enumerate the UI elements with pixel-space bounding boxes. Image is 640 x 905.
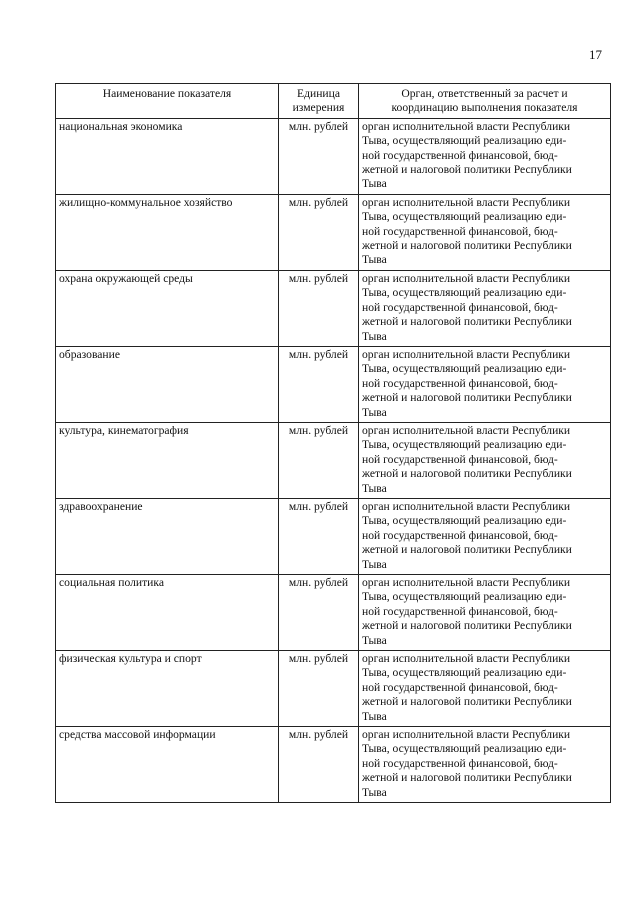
- responsible-org-line: ной государственной финансовой, бюд-: [362, 452, 558, 466]
- responsible-org-line: Тыва, осуществляющий реализацию еди-: [362, 514, 567, 528]
- unit-cell: млн. рублей: [279, 194, 359, 270]
- responsible-org-line: Тыва: [362, 709, 387, 723]
- responsible-org-line: орган исполнительной власти Республики: [362, 652, 571, 666]
- responsible-org-line: ной государственной финансовой, бюд-: [362, 680, 558, 694]
- responsible-org-line: жетной и налоговой политики Республики: [362, 619, 572, 633]
- responsible-org-line: Тыва, осуществляющий реализацию еди-: [362, 590, 567, 604]
- responsible-org-cell: [359, 575, 611, 651]
- responsible-org-line: ной государственной финансовой, бюд-: [362, 528, 558, 542]
- table-row: [56, 498, 611, 574]
- responsible-org-cell: [359, 727, 611, 803]
- table-row: [56, 346, 611, 422]
- indicator-name-cell: средства массовой информации: [56, 727, 279, 803]
- responsible-org-line: Тыва, осуществляющий реализацию еди-: [362, 666, 567, 680]
- header-unit: [279, 84, 359, 119]
- responsible-org-line: жетной и налоговой политики Республики: [362, 315, 572, 329]
- unit-cell: млн. рублей: [279, 498, 359, 574]
- responsible-org-line: ной государственной финансовой, бюд-: [362, 148, 558, 162]
- responsible-org-line: Тыва: [362, 253, 387, 267]
- header-indicator-name: Наименование показателя: [56, 84, 279, 119]
- indicator-name-cell: здравоохранение: [56, 498, 279, 574]
- responsible-org-line: Тыва, осуществляющий реализацию еди-: [362, 742, 567, 756]
- responsible-org-line: Тыва, осуществляющий реализацию еди-: [362, 134, 567, 148]
- indicator-name-cell: культура, кинематография: [56, 422, 279, 498]
- responsible-org-cell: [359, 346, 611, 422]
- responsible-org-line: ной государственной финансовой, бюд-: [362, 224, 558, 238]
- responsible-org-line: жетной и налоговой политики Республики: [362, 771, 572, 785]
- responsible-org-cell: [359, 422, 611, 498]
- table-header: [56, 84, 611, 119]
- responsible-org-line: ной государственной финансовой, бюд-: [362, 604, 558, 618]
- indicator-name-cell: жилищно-коммунальное хозяйство: [56, 194, 279, 270]
- unit-cell: млн. рублей: [279, 727, 359, 803]
- unit-cell: млн. рублей: [279, 270, 359, 346]
- responsible-org-line: орган исполнительной власти Республики: [362, 576, 571, 589]
- responsible-org-line: Тыва, осуществляющий реализацию еди-: [362, 286, 567, 300]
- responsible-org-line: жетной и налоговой политики Республики: [362, 695, 572, 709]
- header-unit-line: Единица: [297, 87, 340, 100]
- responsible-org-line: Тыва, осуществляющий реализацию еди-: [362, 362, 567, 376]
- unit-cell: млн. рублей: [279, 651, 359, 727]
- responsible-org-line: орган исполнительной власти Республики: [362, 423, 571, 437]
- responsible-org-line: орган исполнительной власти Республики: [362, 119, 571, 133]
- responsible-org-line: жетной и налоговой политики Республики: [362, 543, 572, 557]
- responsible-org-line: Тыва, осуществляющий реализацию еди-: [362, 438, 567, 452]
- indicator-name-cell: охрана окружающей среды: [56, 270, 279, 346]
- indicators-table: [55, 83, 611, 803]
- header-responsible: [359, 84, 611, 119]
- responsible-org-line: жетной и налоговой политики Республики: [362, 467, 572, 481]
- unit-cell: млн. рублей: [279, 575, 359, 651]
- responsible-org-line: Тыва: [362, 329, 387, 343]
- responsible-org-line: Тыва: [362, 785, 387, 799]
- indicator-name-cell: образование: [56, 346, 279, 422]
- header-row: [56, 84, 611, 119]
- responsible-org-cell: [359, 651, 611, 727]
- indicator-name-cell: национальная экономика: [56, 118, 279, 194]
- unit-cell: млн. рублей: [279, 346, 359, 422]
- responsible-org-line: Тыва: [362, 177, 387, 191]
- table-row: [56, 651, 611, 727]
- table-body: [56, 118, 611, 802]
- responsible-org-line: ной государственной финансовой, бюд-: [362, 300, 558, 314]
- responsible-org-line: Тыва: [362, 481, 387, 495]
- table-row: [56, 270, 611, 346]
- page-number: 17: [589, 47, 602, 62]
- responsible-org-line: ной государственной финансовой, бюд-: [362, 756, 558, 770]
- responsible-org-line: Тыва, осуществляющий реализацию еди-: [362, 210, 567, 224]
- responsible-org-line: Тыва: [362, 557, 387, 571]
- unit-cell: млн. рублей: [279, 422, 359, 498]
- table-row: [56, 118, 611, 194]
- header-responsible-line: Орган, ответственный за расчет и: [401, 87, 568, 100]
- responsible-org-line: жетной и налоговой политики Республики: [362, 163, 572, 177]
- unit-cell: млн. рублей: [279, 118, 359, 194]
- responsible-org-line: ной государственной финансовой, бюд-: [362, 376, 558, 390]
- responsible-org-line: жетной и налоговой политики Республики: [362, 239, 572, 253]
- header-responsible-line: координацию выполнения показателя: [391, 101, 578, 115]
- table-row: [56, 727, 611, 803]
- responsible-org-line: Тыва: [362, 405, 387, 419]
- responsible-org-line: жетной и налоговой политики Республики: [362, 391, 572, 405]
- responsible-org-line: орган исполнительной власти Республики: [362, 271, 571, 285]
- header-unit-line: измерения: [292, 101, 345, 115]
- table-row: [56, 422, 611, 498]
- indicator-name-cell: физическая культура и спорт: [56, 651, 279, 727]
- responsible-org-line: Тыва: [362, 633, 387, 647]
- responsible-org-line: орган исполнительной власти Республики: [362, 347, 571, 361]
- responsible-org-cell: [359, 118, 611, 194]
- table-row: [56, 194, 611, 270]
- responsible-org-line: орган исполнительной власти Республики: [362, 728, 571, 742]
- table-row: [56, 575, 611, 651]
- responsible-org-line: орган исполнительной власти Республики: [362, 195, 571, 209]
- responsible-org-line: орган исполнительной власти Республики: [362, 499, 571, 513]
- indicator-name-cell: социальная политика: [56, 575, 279, 651]
- responsible-org-cell: [359, 194, 611, 270]
- responsible-org-cell: [359, 498, 611, 574]
- responsible-org-cell: [359, 270, 611, 346]
